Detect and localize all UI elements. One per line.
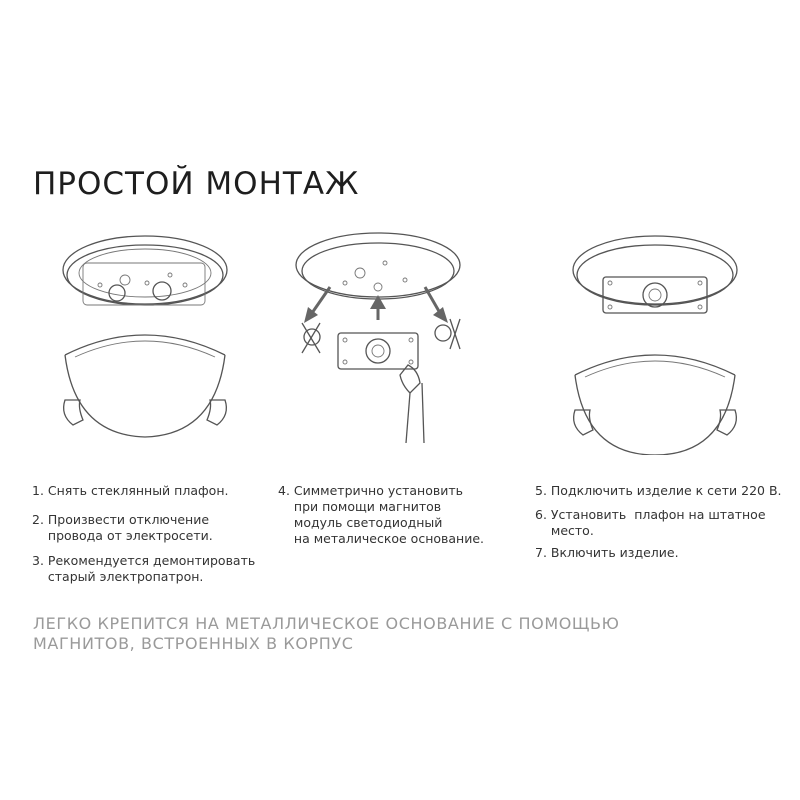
- page-title: ПРОСТОЙ МОНТАЖ: [33, 166, 360, 202]
- footer-note: ЛЕГКО КРЕПИТСЯ НА МЕТАЛЛИЧЕСКОЕ ОСНОВАНИЕ С ПОМОЩЬЮ МАГНИТОВ, ВСТРОЕННЫХ В КОРПУС: [33, 614, 620, 653]
- step-item: 1. Снять стеклянный плафон.: [32, 483, 229, 498]
- hand-icon: [400, 365, 424, 443]
- step-item: 2. Произвести отключение провода от электросети.: [32, 512, 213, 543]
- step-item: 5. Подключить изделие к сети 220 В.: [535, 483, 782, 498]
- step-item: 4. Симметрично установить при помощи магнитов модуль светодиодный на металическое основание.: [278, 483, 485, 546]
- glass-shade-icon: [575, 355, 735, 455]
- step-item: 3. Рекомендуется демонтировать старый электропатрон.: [32, 553, 256, 584]
- hand-icon: [574, 410, 737, 435]
- step-item: 6. Установить плафон на штатное место.: [535, 507, 766, 538]
- shade-install-illustration: [565, 225, 745, 455]
- magnet-module-install-illustration: [290, 225, 470, 455]
- step-item: 7. Включить изделие.: [535, 545, 679, 560]
- arrow-icon: [304, 287, 448, 323]
- glass-shade-icon: [65, 335, 225, 437]
- fixture-remove-shade-illustration: [55, 225, 235, 455]
- cross-mark-icon: [302, 319, 460, 353]
